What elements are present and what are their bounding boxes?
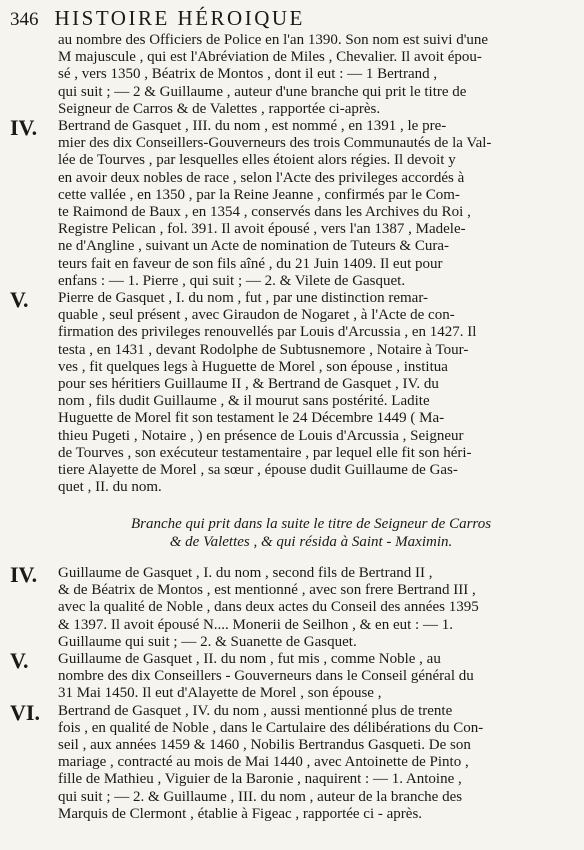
generation-numeral: IV. xyxy=(10,115,38,141)
text-line: & 1397. Il avoit épousé N.... Monerii de Seilhon , & en eut : — 1. xyxy=(58,616,453,633)
text-line: tiere Alayette de Morel , sa sœur , épouse dudit Guillaume de Gas- xyxy=(58,462,458,479)
entry-text xyxy=(58,703,564,823)
text-line: de Tourves , son exécuteur testamentaire , par lequel elle fit son héri- xyxy=(58,444,472,461)
text-line: avec la qualité de Noble , dans deux actes du Conseil des années 1395 xyxy=(58,599,479,616)
text-line: cette vallée , en 1350 , par la Reine Jeanne , confirmés par le Com- xyxy=(58,186,460,203)
text-line: Bertrand de Gasquet , IV. du nom , aussi mentionné plus de trente xyxy=(58,702,453,719)
genealogy-entry-bertrand-iii xyxy=(10,115,564,290)
genealogy-entry-guillaume-i xyxy=(10,561,564,651)
text-line: thieu Pugeti , Notaire , ) en présence de Louis d'Arcussia , Seigneur xyxy=(58,427,464,444)
text-line: ves , fit quelques legs à Huguette de Morel , son épouse , institua xyxy=(58,358,448,375)
text-line: Guillaume de Gasquet , II. du nom , fut mis , comme Noble , au xyxy=(58,650,441,667)
heading-line: Branche qui prit dans la suite le titre de Seigneur de Carros xyxy=(130,516,492,533)
entry-text xyxy=(58,118,564,290)
text-line: fille de Mathieu , Viguier de la Baronie , naquirent : — 1. Antoine , xyxy=(58,771,462,788)
text-line: qui suit ; — 2 & Guillaume , auteur d'une branche qui prit le titre de xyxy=(58,83,467,100)
generation-numeral: VI. xyxy=(10,699,40,725)
text-line: Guillaume de Gasquet , I. du nom , second fils de Bertrand II , xyxy=(58,564,433,581)
text-line: Huguette de Morel fit son testament le 24 Décembre 1449 ( Ma- xyxy=(58,410,445,427)
entry-text xyxy=(58,651,564,703)
text-line: mariage , contracté au mois de Mai 1440 , avec Antoinette de Pinto , xyxy=(58,754,469,771)
text-line: M majuscule , qui est l'Abréviation de Miles , Chevalier. Il avoit épou- xyxy=(58,49,482,66)
heading-line: & de Valettes , & qui résida à Saint - Maximin. xyxy=(169,533,453,550)
text-line: Pierre de Gasquet , I. du nom , fut , par une distinction remar- xyxy=(58,290,429,307)
text-line: Guillaume qui suit ; — 2. & Suanette de Gasquet. xyxy=(58,633,357,650)
text-line: testa , en 1431 , devant Rodolphe de Subtusnemore , Notaire à Tour- xyxy=(58,341,469,358)
branch-heading xyxy=(58,516,564,550)
text-line: & de Béatrix de Montos , est mentionné , avec son frere Bertrand III , xyxy=(58,582,476,599)
text-line: Marquis de Clermont , établie à Figeac , rapportée ci - après. xyxy=(58,805,423,822)
text-line: Bertrand de Gasquet , III. du nom , est nommé , en 1391 , le pre- xyxy=(58,118,447,135)
text-line: ne d'Angline , suivant un Acte de nomination de Tuteurs & Cura- xyxy=(58,238,449,255)
text-line: Registre Pelican , fol. 391. Il avoit épousé , vers l'an 1387 , Madele- xyxy=(58,221,466,238)
generation-numeral: IV. xyxy=(10,561,38,587)
text-line: te Raimond de Baux , en 1354 , conservés dans les Archives du Roi , xyxy=(58,204,471,221)
text-line: quable , seul présent , avec Giraudon de Nogaret , à l'Acte de con- xyxy=(58,307,455,324)
text-line: pour ses héritiers Guillaume II , & Bertrand de Gasquet , IV. du xyxy=(58,376,439,393)
page-header xyxy=(10,6,564,32)
text-line: firmation des privileges renouvellés par Louis d'Arcussia , en 1427. Il xyxy=(58,324,477,341)
generation-numeral: V. xyxy=(10,287,29,313)
text-line: en avoir deux nobles de race , selon l'Acte des privileges accordés à xyxy=(58,169,465,186)
text-line: nombre des dix Conseillers - Gouverneurs dans le Conseil général du xyxy=(58,668,474,685)
entry-text xyxy=(58,565,564,651)
text-line: qui suit ; — 2. & Guillaume , III. du nom , auteur de la branche des xyxy=(58,788,463,805)
text-line: enfans : — 1. Pierre , qui suit ; — 2. & Vilete de Gasquet. xyxy=(58,272,406,289)
text-line: nom , fils dudit Guillaume , & il mourut sans postérité. Ladite xyxy=(58,393,430,410)
genealogy-entry-guillaume-ii xyxy=(10,647,564,703)
text-line: au nombre des Officiers de Police en l'an 1390. Son nom est suivi d'une xyxy=(58,32,489,48)
text-line: mier des dix Conseillers-Gouverneurs des trois Communautés de la Val- xyxy=(58,135,492,152)
text-line: quet , II. du nom. xyxy=(58,479,162,496)
generation-numeral: V. xyxy=(10,647,29,673)
text-line: teurs fait en faveur de son fils aîné , du 21 Juin 1409. Il eut pour xyxy=(58,255,443,272)
text-line: 31 Mai 1450. Il eut d'Alayette de Morel , son épouse , xyxy=(58,685,382,702)
running-title: HISTOIRE HÉROIQUE xyxy=(54,6,305,30)
text-line: lée de Tourves , par lesquelles elles étoient alors régies. Il devoit y xyxy=(58,152,456,169)
genealogy-entry-bertrand-iv xyxy=(10,699,564,823)
intro-paragraph xyxy=(10,32,564,118)
entry-text xyxy=(58,290,564,496)
text-line: seil , aux années 1459 & 1460 , Nobilis Bertrandus Gasqueti. De son xyxy=(58,736,471,753)
text-line: sé , vers 1350 , Béatrix de Montos , dont il eut : — 1 Bertrand , xyxy=(58,66,438,83)
genealogy-entry-pierre-i xyxy=(10,287,564,496)
page-number: 346 xyxy=(10,9,39,30)
text-line: Seigneur de Carros & de Valettes , rapportée ci-après. xyxy=(58,100,381,117)
text-line: fois , en qualité de Noble , dans le Cartulaire des délibérations du Con- xyxy=(58,719,484,736)
